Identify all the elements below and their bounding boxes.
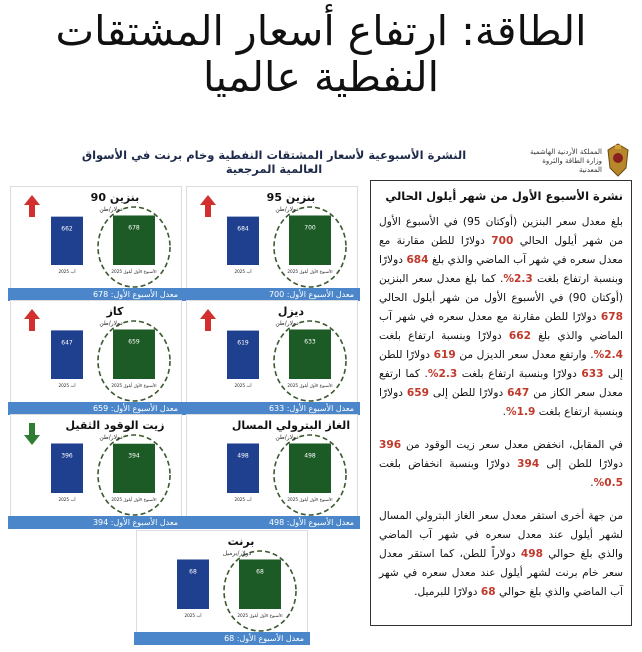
paragraph-text: دولارًا للطن مقارنة مع معدل سعره في شهر آب الماضي والذي بلغ [379, 235, 623, 266]
ministry-name: المملكة الأردنية الهاشمية وزارة الطاقة والثروة المعدنية [529, 148, 602, 174]
bar-chart [187, 187, 359, 295]
bar-chart [187, 301, 359, 409]
paragraph-text: دولارًا وبنسبة ارتفاع بلغت [379, 330, 509, 342]
chart-footer: معدل الأسبوع الأول: 68 [134, 632, 310, 645]
highlighted-value: 678 [600, 311, 623, 323]
category-label: الأسبوع الأول أيلول 2025 [111, 269, 157, 274]
paragraph-text: . وارتفع معدل سعر الديزل من [455, 349, 594, 361]
up-arrow-icon [200, 309, 216, 331]
category-label: آب 2025 [58, 269, 76, 274]
category-label: الأسبوع الأول أيلول 2025 [287, 383, 333, 388]
chart-card [186, 300, 358, 413]
paragraph-text: . كما ارتفع معدل سعر الكاز من [379, 368, 623, 399]
chart-card [136, 530, 308, 643]
summary-paragraph [379, 507, 623, 602]
category-label: آب 2025 [58, 383, 76, 388]
bar [227, 443, 259, 493]
paragraph-text: . [502, 406, 507, 418]
bar [51, 330, 83, 379]
up-arrow-icon [24, 195, 40, 217]
highlighted-value: 647 [507, 387, 530, 399]
data-label: 700 [304, 224, 316, 232]
paragraph-text: . [590, 477, 594, 489]
highlighted-value: 2.3% [503, 273, 533, 285]
highlighted-value: 396 [379, 439, 402, 451]
bar [227, 217, 259, 265]
bar-chart [187, 415, 359, 523]
highlighted-value: 2.3% [427, 368, 458, 380]
data-label: 68 [256, 568, 264, 576]
bar [113, 215, 155, 265]
bar [239, 559, 281, 609]
highlighted-value: 68 [480, 586, 496, 598]
category-label: آب 2025 [58, 497, 76, 502]
unit-label: دولار/طن [275, 434, 299, 441]
highlighted-value: 394 [517, 458, 540, 470]
highlighted-value: 0.5% [593, 477, 623, 489]
chart-title: ديزل [277, 305, 305, 318]
bulletin-image [4, 128, 638, 648]
data-label: 498 [237, 452, 249, 460]
category-label: آب 2025 [234, 497, 252, 502]
chart-footer: معدل الأسبوع الأول: 659 [8, 402, 184, 415]
bar-chart [11, 301, 183, 409]
highlighted-value: 633 [581, 368, 604, 380]
unit-label: دولار/طن [275, 206, 299, 213]
data-label: 396 [61, 452, 73, 460]
highlighted-value: 659 [406, 387, 429, 399]
bar [289, 443, 331, 493]
bar [51, 443, 83, 493]
down-arrow-icon [24, 423, 40, 445]
category-label: آب 2025 [184, 613, 202, 618]
category-label: آب 2025 [234, 269, 252, 274]
up-arrow-icon [24, 309, 40, 331]
bar [289, 329, 331, 379]
highlighted-value: 1.9% [506, 406, 536, 418]
chart-title: بنزين 95 [266, 191, 316, 204]
category-label: آب 2025 [234, 383, 252, 388]
paragraph-text: دولارًا للطن إلى [379, 349, 623, 380]
chart-footer: معدل الأسبوع الأول: 498 [184, 516, 360, 529]
summary-paragraph [379, 213, 623, 422]
summary-heading: نشرة الأسبوع الأول من شهر أيلول الحالي [385, 189, 623, 203]
category-label: الأسبوع الأول أيلول 2025 [111, 497, 157, 502]
unit-label: دولار/برميل [222, 550, 252, 557]
paragraph-text: دولارًا وبنسبة ارتفاع بلغت [379, 254, 624, 285]
up-arrow-icon [200, 195, 216, 217]
bar [177, 559, 209, 609]
paragraph-text: دولارًا وبنسبة ارتفاع بلغت [379, 387, 623, 418]
chart-title: الغاز البترولي المسال [231, 419, 351, 432]
highlighted-value: 619 [433, 349, 456, 361]
bar-chart [11, 415, 183, 523]
paragraph-text: دولارًا للطن إلى [429, 387, 508, 399]
bar [227, 331, 259, 379]
highlighted-value: 662 [508, 330, 532, 342]
data-label: 647 [61, 339, 73, 347]
bar-chart [137, 531, 309, 639]
data-label: 684 [237, 225, 249, 233]
highlighted-value: 684 [406, 254, 429, 266]
data-label: 662 [61, 225, 73, 233]
chart-title: بنزين 90 [90, 191, 140, 204]
headline: الطاقة: ارتفاع أسعار المشتقات النفطية عالميا [55, 7, 587, 101]
summary-panel [370, 180, 632, 626]
chart-title: برنت [227, 535, 255, 548]
paragraph-text: من جهة أخرى استقر معدل سعر الغاز البترولي المسال لشهر أيلول عند معدل سعره في شهر آب الماضي والذي بلغ حوالي [379, 510, 624, 560]
chart-footer: معدل الأسبوع الأول: 633 [184, 402, 360, 415]
chart-card [10, 300, 182, 413]
bar [113, 444, 155, 493]
category-label: الأسبوع الأول أيلول 2025 [237, 613, 283, 618]
bar [289, 215, 331, 265]
paragraph-text: . كما بلغ معدل سعر البنزين (أوكتان 90) في الأسبوع الأول من شهر أيلول الحالي [379, 273, 623, 304]
unit-label: دولار/طن [99, 434, 123, 441]
data-label: 68 [189, 568, 197, 576]
chart-title: زيت الوقود الثقيل [65, 419, 165, 432]
data-label: 619 [237, 339, 249, 347]
paragraph-text: في المقابل، انخفض معدل سعر زيت الوقود من [401, 439, 623, 451]
category-label: الأسبوع الأول أيلول 2025 [111, 383, 157, 388]
unit-label: دولار/طن [275, 320, 299, 327]
chart-card [10, 186, 182, 299]
highlighted-value: 2.4% [593, 349, 623, 361]
paragraph-text: دولارًا للطن مقارنة مع معدل سعره في شهر آب الماضي والذي بلغ [379, 311, 623, 342]
data-label: 498 [304, 452, 316, 460]
paragraph-text: دولاراً للطن، كما استقر معدل سعر خام برنت لشهر أيلول عند معدل سعره في شهر آب الماضي والذي بلغ حوالي [379, 548, 623, 598]
unit-label: دولار/طن [99, 206, 123, 213]
bar [113, 329, 155, 379]
paragraph-text: دولارًا للطن إلى [539, 458, 623, 470]
category-label: الأسبوع الأول أيلول 2025 [287, 497, 333, 502]
category-label: الأسبوع الأول أيلول 2025 [287, 269, 333, 274]
chart-title: كاز [106, 305, 124, 318]
chart-footer: معدل الأسبوع الأول: 700 [184, 288, 360, 301]
chart-card [186, 186, 358, 299]
paragraph-text: دولارًا وبنسبة انخفاض بلغت [379, 458, 518, 470]
summary-paragraph [379, 436, 623, 493]
paragraph-text: دولارًا وبنسبة ارتفاع بلغت [457, 368, 582, 380]
emblem-icon [604, 142, 632, 178]
chart-footer: معدل الأسبوع الأول: 678 [8, 288, 184, 301]
chart-footer: معدل الأسبوع الأول: 394 [8, 516, 184, 529]
summary-body [371, 213, 631, 602]
data-label: 659 [128, 338, 140, 346]
ministry-logo [522, 140, 632, 180]
highlighted-value: 700 [491, 235, 514, 247]
chart-card [186, 414, 358, 527]
data-label: 678 [128, 224, 140, 232]
paragraph-text: بلغ معدل سعر البنزين (أوكتان 95) في الأسبوع الأول من شهر أيلول الحالي [379, 216, 624, 247]
unit-label: دولار/طن [99, 320, 123, 327]
chart-card [10, 414, 182, 527]
bar [51, 217, 83, 265]
data-label: 394 [128, 452, 140, 460]
bar-chart [11, 187, 183, 295]
highlighted-value: 498 [520, 548, 543, 560]
data-label: 633 [304, 338, 316, 346]
paragraph-text: دولارًا للبرميل. [414, 586, 481, 598]
bulletin-title: النشرة الأسبوعية لأسعار المشتقات النفطية وخام برنت في الأسواق العالمية المرجعية [81, 148, 467, 176]
